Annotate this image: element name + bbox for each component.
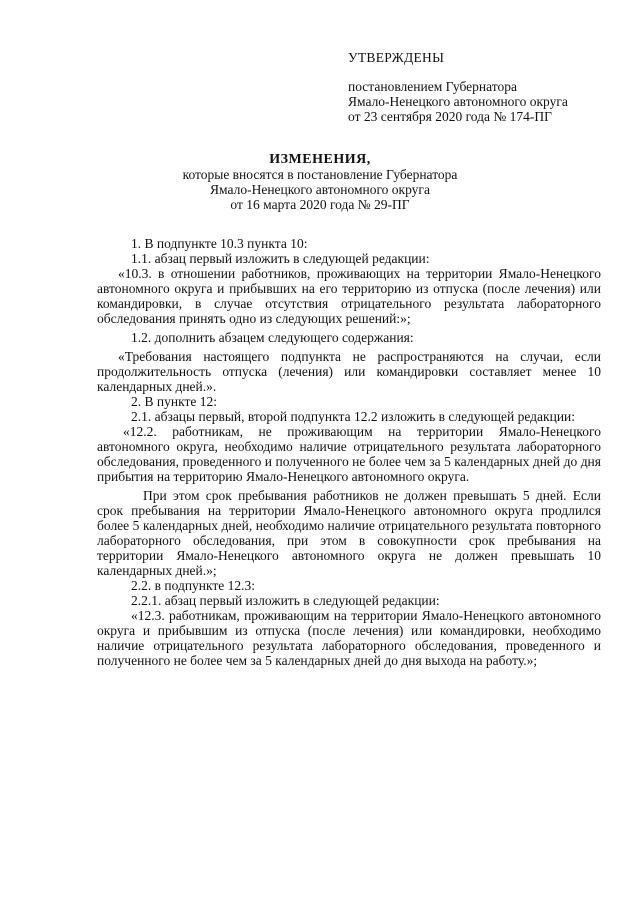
paragraph: «Требования настоящего подпункта не распространяются на случаи, если продолжительность отпуска (лечения) или командировки составляет менее 10 календарных дней.».	[97, 349, 601, 394]
paragraph: «10.3. в отношении работников, проживающих на территории Ямало-Ненецкого автономного округа и прибывших на его территорию из отпуска (после лечения) или командировки, в случае отсутствия отрицательного результата лабораторного обследования принять одно из следующих решений:»;	[97, 266, 601, 326]
paragraph: 2.2. в подпункте 12.3:	[131, 578, 256, 593]
paragraph: 2.2.1. абзац первый изложить в следующей редакции:	[131, 593, 440, 608]
title-line: которые вносятся в постановление Губернатора	[182, 167, 458, 182]
document-body	[97, 236, 601, 668]
approval-line: постановлением Губернатора	[348, 79, 517, 94]
title-line: Ямало-Ненецкого автономного округа	[210, 182, 430, 197]
approval-heading: УТВЕРЖДЕНЫ	[348, 50, 445, 65]
paragraph: «12.3. работникам, проживающим на территории Ямало-Ненецкого автономного округа и прибывшим из отпуска (после лечения) или командировки, необходимо наличие отрицательного результата лабораторного обследования, проведенного и полученного не более чем за 5 календарных дней до дня выхода на работу.»;	[97, 608, 601, 668]
paragraph: При этом срок пребывания работников не должен превышать 5 дней. Если срок пребывания на территории Ямало-Ненецкого автономного округа продлился более 5 календарных дней, необходимо наличие отрицательного результата повторного лабораторного обследования, при этом в совокупности срок пребывания на территории Ямало-Ненецкого автономного округа не должен превышать 10 календарных дней.»;	[97, 488, 601, 578]
document-title-block	[100, 152, 540, 212]
paragraph: 1.2. дополнить абзацем следующего содержания:	[131, 330, 414, 345]
paragraph: «12.2. работникам, не проживающим на территории Ямало-Ненецкого автономного округа, необходимо наличие отрицательного результата лабораторного обследования, проведенного и полученного не более чем за 5 календарных дней до дня прибытия на территорию Ямало-Ненецкого автономного округа.	[97, 424, 601, 484]
paragraph: 2. В пункте 12:	[131, 394, 217, 409]
document-title: ИЗМЕНЕНИЯ,	[269, 152, 371, 167]
paragraph: 1. В подпункте 10.3 пункта 10:	[131, 236, 308, 251]
paragraph: 2.1. абзацы первый, второй подпункта 12.2 изложить в следующей редакции:	[131, 409, 576, 424]
approval-line: Ямало-Ненецкого автономного округа	[348, 94, 568, 109]
approval-block	[348, 50, 568, 124]
approval-line: от 23 сентября 2020 года № 174-ПГ	[348, 109, 552, 124]
title-line: от 16 марта 2020 года № 29-ПГ	[230, 197, 410, 212]
paragraph: 1.1. абзац первый изложить в следующей редакции:	[131, 251, 430, 266]
